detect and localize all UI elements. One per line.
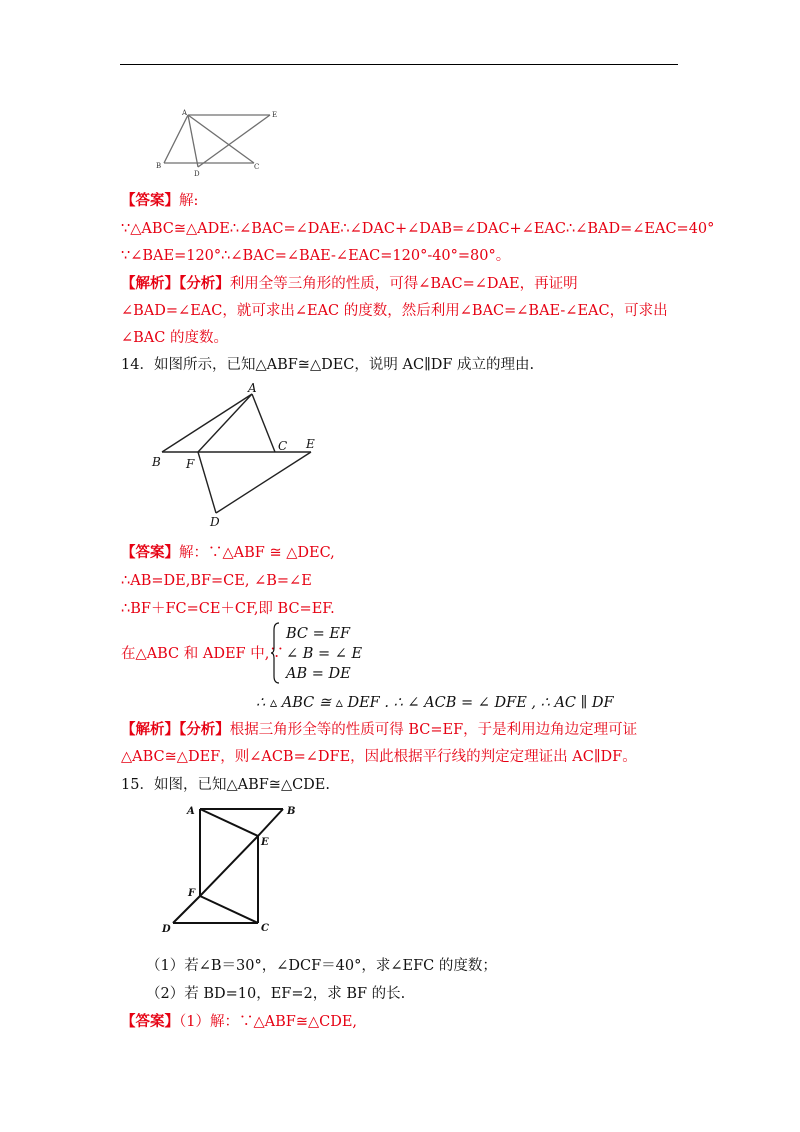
- fig13-label-c: C: [254, 163, 260, 171]
- analysis14-line1: 根据三角形全等的性质可得 BC=EF，于是利用边角边定理可证: [229, 722, 638, 738]
- fig13-label-e: E: [272, 111, 278, 119]
- answer13-line1: ∵△ABC≅△ADE∴∠BAC=∠DAE∴∠DAC+∠DAB=∠DAC+∠EAC∴∠BAD=∠EAC=40°: [121, 221, 715, 237]
- fig15-label-a: A: [187, 806, 195, 817]
- fig13-label-a: A: [182, 109, 188, 117]
- answer15-tag: 【答案】: [121, 1013, 179, 1030]
- answer15-line1: （1）解：∵△ABF≅△CDE,: [179, 1014, 358, 1030]
- answer13-tag: 【答案】: [121, 192, 179, 209]
- analysis14-line2: △ABC≅△DEF，则∠ACB=∠DFE，因此根据平行线的判定定理证出 AC∥DF。: [121, 749, 637, 765]
- fig13-label-b: B: [156, 162, 162, 170]
- question15-text: 15．如图，已知△ABF≅△CDE.: [121, 777, 331, 793]
- system-brace-icon: [270, 622, 280, 684]
- analysis13-tag: 【解析】【分析】: [121, 275, 230, 292]
- fig14-label-a: A: [248, 381, 257, 395]
- header-rule: [120, 64, 678, 65]
- analysis14-tag: 【解析】【分析】: [121, 721, 230, 738]
- fig15-label-f: F: [188, 888, 196, 899]
- fig14-label-e: E: [306, 437, 315, 451]
- analysis14-line1-row: [121, 720, 637, 740]
- fig15-label-d: D: [162, 924, 171, 935]
- figure-14-triangles: [148, 380, 328, 530]
- fig15-label-c: C: [261, 923, 269, 934]
- fig14-label-c: C: [278, 439, 288, 453]
- figure-15-rectangle: [160, 798, 300, 936]
- answer13-heading: [121, 191, 198, 211]
- answer15-row: [121, 1012, 357, 1032]
- fig14-label-b: B: [152, 455, 161, 469]
- answer14-line1-row: [121, 543, 335, 563]
- answer14-line2: ∴AB=DE,BF=CE, ∠B=∠E: [121, 573, 312, 589]
- system-eq-2: ∠ B = ∠ E: [286, 646, 363, 662]
- fig15-label-e: E: [261, 837, 269, 848]
- answer14-line1: 解：∵△ABF ≅ △DEC,: [179, 545, 335, 561]
- answer13-tag-tail: 解:: [179, 193, 199, 209]
- answer14-in-prefix: 在△ABC 和 ADEF 中,∵: [121, 646, 284, 662]
- analysis13-line2: ∠BAD=∠EAC，就可求出∠EAC 的度数，然后利用∠BAC=∠BAE-∠EAC，可求出: [121, 303, 668, 319]
- system-eq-1: BC = EF: [286, 626, 351, 642]
- question14-text: 14．如图所示，已知△ABF≅△DEC，说明 AC∥DF 成立的理由.: [121, 357, 535, 373]
- fig14-label-f: F: [186, 457, 195, 471]
- analysis13-line3: ∠BAC 的度数。: [121, 330, 228, 346]
- answer14-tag: 【答案】: [121, 544, 179, 561]
- answer14-conclusion: ∴ ▵ ABC ≅ ▵ DEF . ∴ ∠ ACB = ∠ DFE , ∴ AC ∥ DF: [256, 695, 614, 711]
- question15-part2: （2）若 BD=10，EF=2，求 BF 的长.: [146, 986, 406, 1002]
- system-eq-3: AB = DE: [286, 666, 351, 682]
- fig14-label-d: D: [210, 515, 220, 529]
- question15-part1: （1）若∠B＝30°，∠DCF＝40°，求∠EFC 的度数；: [146, 958, 497, 974]
- fig13-label-d: D: [194, 170, 200, 178]
- figure-13-parallelogram: [150, 105, 290, 180]
- answer13-line2: ∵∠BAE=120°∴∠BAC=∠BAE-∠EAC=120°-40°=80°。: [121, 248, 511, 264]
- answer14-line3: ∴BF＋FC=CE＋CF,即 BC=EF.: [121, 601, 335, 617]
- fig15-label-b: B: [287, 806, 296, 817]
- analysis13-line1: [121, 274, 578, 294]
- analysis13-text1: 利用全等三角形的性质，可得∠BAC=∠DAE，再证明: [229, 276, 578, 292]
